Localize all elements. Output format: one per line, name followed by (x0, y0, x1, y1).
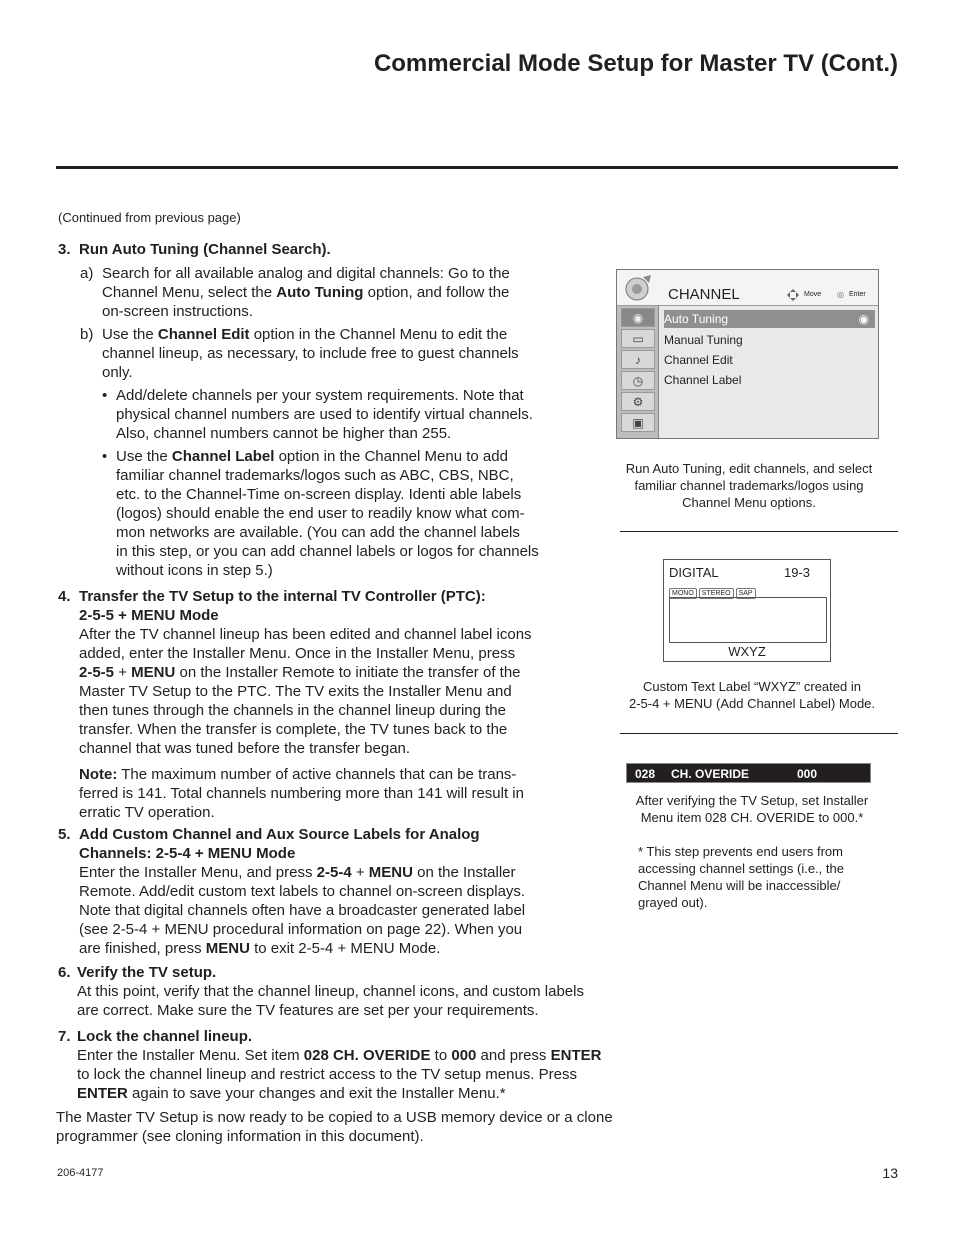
bullet-item-1 (116, 386, 533, 443)
text-line: At this point, verify that the channel lineup, channel icons, and custom labels (77, 983, 584, 1000)
text-line: Search for all available analog and digital channels: Go to the (102, 265, 510, 282)
text: Channel Menu, select the (102, 284, 277, 301)
text-line: After the TV channel lineup has been edited and channel label icons (79, 626, 532, 643)
text: The maximum number of active channels that can be trans- (117, 766, 517, 783)
text-line: Note that digital channels often have a broadcaster generated label (79, 902, 526, 919)
menu-item-manual-tuning[interactable]: Manual Tuning (664, 333, 743, 347)
caption-line: Menu item 028 CH. OVERIDE to 000.* (640, 810, 864, 825)
item-name: CH. OVERIDE (671, 767, 750, 781)
text-line: Remote. Add/edit custom text labels to channel on-screen displays. (79, 883, 526, 900)
caption-line: familiar channel trademarks/logos using (634, 478, 864, 493)
installer-menu-item-bar (626, 763, 871, 783)
label-box (669, 597, 827, 643)
text-line: Add/delete channels per your system requirements. Note that (116, 387, 524, 404)
text-line: The Master TV Setup is now ready to be copied to a USB memory device or a clone (56, 1109, 613, 1126)
step-title: Run Auto Tuning (Channel Search). (79, 241, 331, 258)
caption-override (606, 792, 898, 826)
text-line (102, 325, 519, 344)
step-number: 7. (58, 1028, 71, 1045)
text-line: physical channel numbers are used to identify virtual channels. (116, 406, 533, 423)
menu-item-channel-edit[interactable]: Channel Edit (664, 353, 733, 367)
document-number: 206-4177 (57, 1167, 104, 1179)
text-line (77, 1046, 601, 1065)
text-line: channel lineup, as necessary, to include free to guest channels (102, 345, 519, 362)
item-label: b) (80, 326, 94, 343)
text: Enter the Installer Menu. Set item (77, 1047, 304, 1064)
text: + (351, 864, 369, 881)
audio-category-icon[interactable]: ♪ (621, 350, 655, 369)
step-title: Transfer the TV Setup to the internal TV Controller (PTC): (79, 588, 486, 605)
item-a (102, 264, 510, 321)
select-indicator-icon: ◉ (858, 312, 869, 326)
page-title: Commercial Mode Setup for Master TV (Cont.) (373, 50, 898, 77)
footnote-line: Channel Menu will be inaccessible/ (638, 878, 841, 893)
bullet: • (102, 387, 108, 404)
menu-title: CHANNEL (668, 286, 740, 303)
text-line: channel that was tuned before the transfer began. (79, 740, 411, 757)
caption-line: 2-5-4 + MENU (Add Channel Label) Mode. (628, 696, 876, 711)
step-number: 4. (58, 588, 71, 605)
page-number: 13 (882, 1165, 898, 1181)
text-bold: 2-5-4 (316, 864, 352, 881)
text: Use the (116, 448, 172, 465)
text-bold: Channel Edit (157, 326, 250, 343)
text-line: (see 2-5-4 + MENU procedural information on page 22). When you (79, 921, 523, 938)
text-line (77, 1084, 601, 1103)
text-line: Master TV Setup to the PTC. The TV exits the Installer Menu and (79, 683, 512, 700)
picture-category-icon[interactable]: ▭ (621, 329, 655, 348)
text-line: then tunes through the channels in the channel lineup during the (79, 702, 506, 719)
caption-channel-menu (606, 460, 892, 511)
text-line (116, 447, 539, 466)
caption-line: Custom Text Label “WXYZ” created in (643, 679, 861, 694)
title-rule (56, 166, 898, 169)
footnote-line: accessing channel settings (i.e., the (638, 861, 844, 876)
move-hint: Move (804, 291, 822, 298)
menu-header (617, 270, 878, 306)
item-value: 000 (797, 767, 818, 781)
text-bold: ENTER (550, 1047, 602, 1064)
text-line: only. (102, 364, 133, 381)
channel-logo-icon (623, 273, 655, 303)
footnote-line: * This step prevents end users from (638, 844, 843, 859)
text-line: programmer (see cloning information in this document). (56, 1128, 424, 1145)
text: Use the (102, 326, 158, 343)
text-bold: MENU (368, 864, 413, 881)
step-3 (58, 240, 638, 580)
note (79, 765, 532, 784)
text-line: familiar channel trademarks/logos such as ABC, CBS, NBC, (116, 467, 514, 484)
mono-badge: MONO (669, 588, 697, 599)
enter-icon: ◎ (837, 290, 844, 299)
text: option in the Channel Menu to add (274, 448, 508, 465)
text: to (430, 1047, 452, 1064)
item-number: 028 (635, 767, 656, 781)
text-line: (logos) should enable the end user to readily know what com- (116, 505, 525, 522)
step-subtitle: 2-5-5 + MENU Mode (79, 607, 219, 624)
text-line: to lock the channel lineup and restrict access to the TV setup menus. Press (77, 1066, 577, 1083)
text-bold: 2-5-5 (79, 664, 115, 681)
text: option in the Channel Menu to edit the (249, 326, 508, 343)
footnote (638, 843, 844, 911)
stereo-badge: STEREO (699, 588, 734, 599)
sap-badge: SAP (736, 588, 756, 599)
divider (620, 531, 898, 532)
step-number: 3. (58, 241, 71, 258)
text-line: on-screen instructions. (102, 303, 253, 320)
text-bold: Channel Label (171, 448, 275, 465)
item-b (102, 325, 519, 382)
option-category-icon[interactable]: ⚙ (621, 392, 655, 411)
text: are finished, press (79, 940, 206, 957)
text-bold: ENTER (77, 1085, 128, 1102)
step-body (77, 1027, 601, 1103)
text: on the Installer (412, 864, 516, 881)
menu-icon-column (617, 306, 659, 438)
text: + (114, 664, 132, 681)
step-number: 6. (58, 964, 71, 981)
text: and press (476, 1047, 551, 1064)
step-subtitle: Channels: 2-5-4 + MENU Mode (79, 845, 296, 862)
text-bold: MENU (131, 664, 176, 681)
banner-custom-label: WXYZ (728, 644, 766, 659)
caption-line: Run Auto Tuning, edit channels, and select (625, 461, 873, 476)
text: again to save your changes and exit the Installer Menu.* (127, 1085, 506, 1102)
caption-line: Channel Menu options. (682, 495, 816, 510)
text: to exit 2-5-4 + MENU Mode. (249, 940, 441, 957)
time-category-icon[interactable]: ◷ (621, 371, 655, 390)
text-bold: Auto Tuning (276, 284, 364, 301)
text-line (79, 663, 532, 682)
channel-category-icon[interactable]: ◉ (621, 308, 655, 327)
step-body (79, 587, 532, 822)
text-bold: 000 (451, 1047, 477, 1064)
caption-line: After verifying the TV Setup, set Installer (635, 793, 869, 808)
closing-paragraph (56, 1108, 613, 1146)
item-label: a) (80, 265, 94, 282)
footnote-line: grayed out). (638, 895, 708, 910)
text-line: etc. to the Channel-Time on-screen display. Identi able labels (116, 486, 522, 503)
note-label: Note: (79, 766, 118, 783)
step-title: Lock the channel lineup. (77, 1028, 253, 1045)
step-title: Add Custom Channel and Aux Source Labels for Analog (79, 826, 480, 843)
text-bold: 028 CH. OVERIDE (303, 1047, 431, 1064)
menu-item-label: Auto Tuning (664, 312, 729, 326)
continued-note: (Continued from previous page) (58, 210, 241, 225)
text-bold: MENU (205, 940, 250, 957)
bullet-item-2 (116, 447, 539, 580)
menu-item-auto-tuning[interactable] (664, 310, 875, 328)
step-body (77, 963, 584, 1020)
text-line: mon networks are available. (You can add the channel labels (116, 524, 520, 541)
bullet: • (102, 448, 108, 465)
menu-item-channel-label[interactable]: Channel Label (664, 373, 742, 387)
channel-menu-screenshot (616, 269, 879, 439)
text-line (102, 283, 510, 302)
text-line: transfer. When the transfer is complete, the TV tunes back to the (79, 721, 508, 738)
text-line: are correct. Make sure the TV features are set per your requirements. (77, 1002, 539, 1019)
banner-channel-number: 19-3 (784, 565, 811, 580)
step-body (79, 825, 525, 958)
lock-category-icon[interactable]: ▣ (621, 413, 655, 432)
channel-banner-screenshot (663, 559, 831, 662)
text-line: without icons in step 5.) (116, 562, 273, 579)
enter-hint: Enter (849, 291, 866, 298)
text: on the Installer Remote to initiate the transfer of the (175, 664, 521, 681)
step-number: 5. (58, 826, 71, 843)
text-line: ferred is 141. Total channels numbering more than 141 will result in (79, 785, 524, 802)
text-line (79, 863, 525, 882)
text: Enter the Installer Menu, and press (79, 864, 317, 881)
banner-source: DIGITAL (669, 565, 719, 580)
text-line: added, enter the Installer Menu. Once in the Installer Menu, press (79, 645, 516, 662)
text-line (79, 939, 525, 958)
text-line: erratic TV operation. (79, 804, 215, 821)
step-title: Verify the TV setup. (77, 964, 217, 981)
text-line: in this step, or you can add channel labels or logos for channels (116, 543, 539, 560)
text: option, and follow the (363, 284, 510, 301)
move-icon (787, 289, 799, 301)
text-line: Also, channel numbers cannot be higher than 255. (116, 425, 452, 442)
caption-channel-banner (606, 678, 898, 712)
divider (620, 733, 898, 734)
